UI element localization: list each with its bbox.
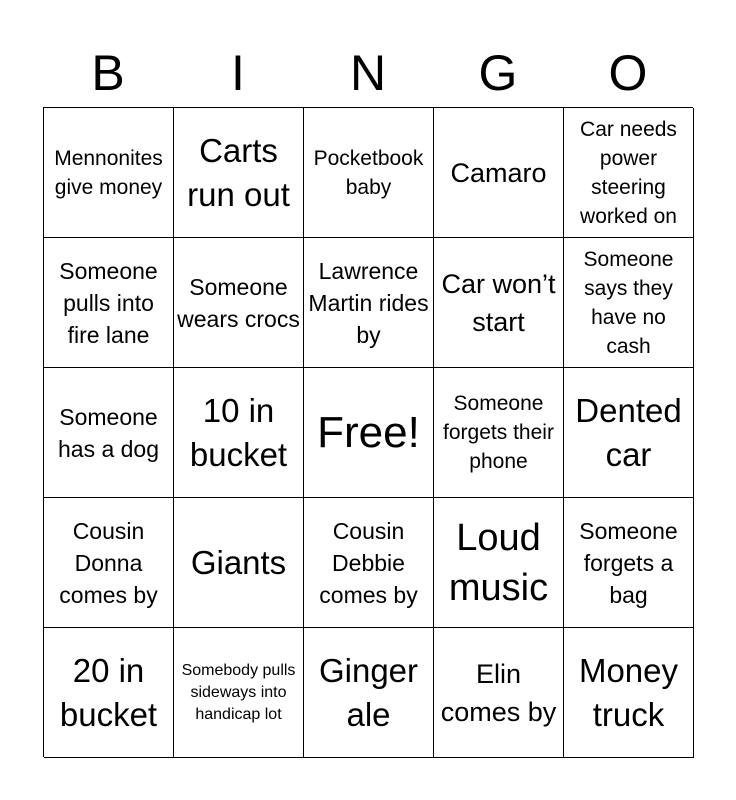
bingo-cell[interactable]	[44, 368, 174, 498]
cell-text: Pocketbook baby	[313, 146, 424, 199]
bingo-cell[interactable]	[174, 108, 304, 238]
cell-text: Money truck	[578, 651, 679, 733]
cell-text: Someone says they have no cash	[583, 247, 674, 358]
cell-text: Loud music	[448, 516, 549, 609]
cell-text: Free!	[317, 407, 420, 457]
header-letter-o: O	[608, 45, 648, 101]
bingo-cell[interactable]	[564, 498, 694, 628]
cell-text: Lawrence Martin rides by	[308, 257, 429, 348]
cell-text: Someone forgets a bag	[579, 517, 678, 608]
cell-text: 10 in bucket	[189, 391, 288, 473]
bingo-cell[interactable]	[304, 238, 434, 368]
cell-text: 20 in bucket	[59, 651, 158, 733]
bingo-cell[interactable]	[434, 108, 564, 238]
bingo-cell[interactable]	[174, 498, 304, 628]
bingo-cell[interactable]	[564, 368, 694, 498]
cell-text: Dented car	[575, 391, 682, 473]
bingo-cell[interactable]	[304, 108, 434, 238]
cell-text: Someone forgets their phone	[443, 392, 554, 473]
free-space[interactable]	[304, 368, 434, 498]
bingo-cell[interactable]	[564, 238, 694, 368]
bingo-cell[interactable]	[434, 498, 564, 628]
cell-text: Someone pulls into fire lane	[59, 257, 158, 348]
cell-text: Giants	[190, 543, 287, 581]
bingo-cell[interactable]	[44, 628, 174, 758]
header-letter-g: G	[478, 45, 518, 101]
cell-text: Car won’t start	[441, 268, 556, 337]
bingo-cell[interactable]	[434, 628, 564, 758]
header-letter-b: B	[91, 45, 125, 101]
bingo-cell[interactable]	[44, 108, 174, 238]
bingo-cell[interactable]	[304, 498, 434, 628]
bingo-cell[interactable]	[304, 628, 434, 758]
cell-text: Cousin Debbie comes by	[319, 517, 418, 608]
cell-text: Someone wears crocs	[177, 273, 300, 332]
bingo-cell[interactable]	[174, 628, 304, 758]
bingo-cell[interactable]	[434, 238, 564, 368]
bingo-grid	[43, 107, 693, 757]
cell-text: Camaro	[450, 157, 547, 188]
cell-text: Cousin Donna comes by	[59, 517, 158, 608]
cell-text: Elin comes by	[440, 658, 557, 727]
cell-text: Carts run out	[187, 131, 290, 213]
cell-text: Mennonites give money	[54, 146, 163, 199]
bingo-cell[interactable]	[174, 368, 304, 498]
header-letter-i: I	[231, 45, 245, 101]
header-letter-n: N	[349, 45, 387, 101]
cell-text: Car needs power steering worked on	[580, 117, 677, 228]
bingo-cell[interactable]	[434, 368, 564, 498]
bingo-cell[interactable]	[174, 238, 304, 368]
cell-text: Ginger ale	[318, 651, 419, 733]
bingo-cell[interactable]	[44, 238, 174, 368]
bingo-header	[43, 42, 693, 104]
bingo-cell[interactable]	[564, 628, 694, 758]
cell-text: Someone has a dog	[57, 403, 160, 462]
bingo-cell[interactable]	[44, 498, 174, 628]
cell-text: Somebody pulls sideways into handicap lot	[181, 661, 296, 723]
bingo-cell[interactable]	[564, 108, 694, 238]
